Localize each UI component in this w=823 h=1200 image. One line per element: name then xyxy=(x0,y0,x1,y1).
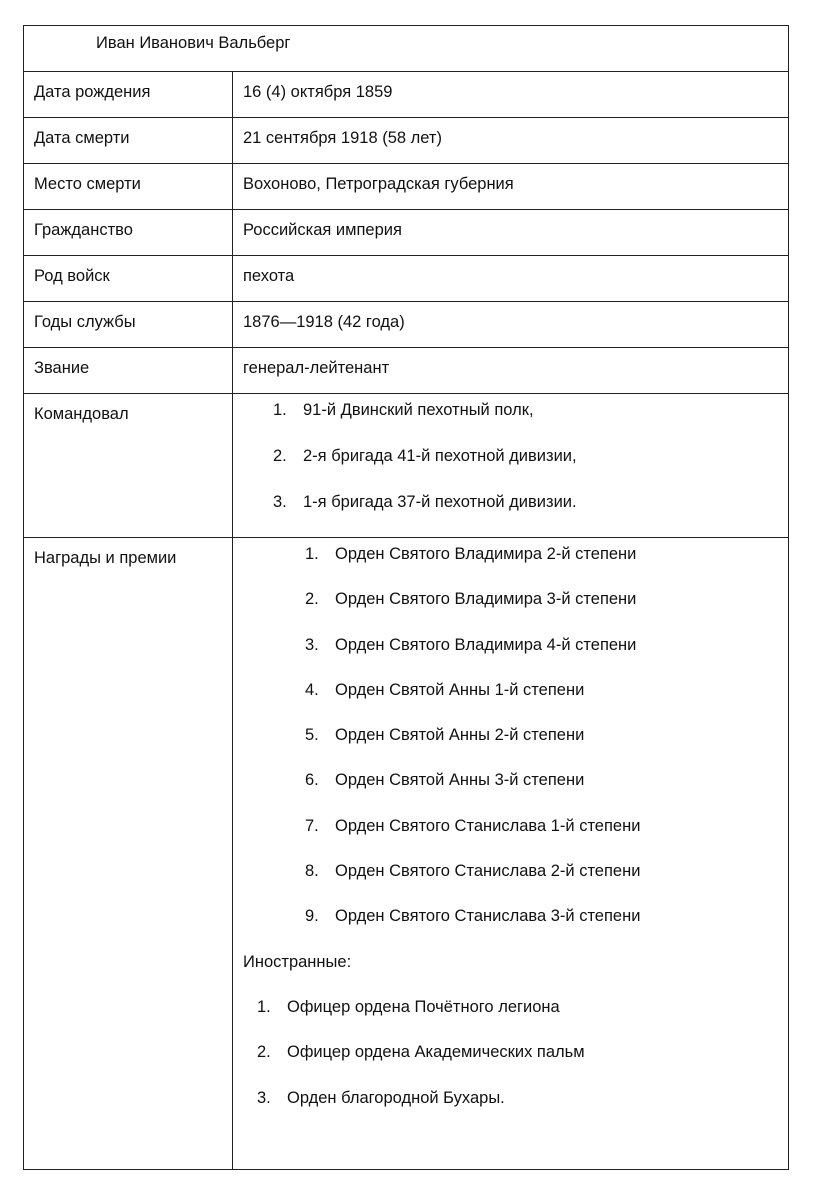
list-item xyxy=(257,996,788,1042)
list-item-number: 3. xyxy=(257,1088,271,1107)
list-item xyxy=(305,860,788,905)
table-row xyxy=(24,72,789,118)
row-value: 16 (4) октября 1859 xyxy=(243,83,393,101)
row-label: Дата рождения xyxy=(34,83,151,101)
row-value-cell xyxy=(233,302,789,348)
foreign-awards-heading: Иностранные: xyxy=(243,952,352,971)
list-item-text: Орден Святого Станислава 3-й степени xyxy=(335,907,641,926)
list-item-text: 2-я бригада 41-й пехотной дивизии, xyxy=(303,447,577,465)
row-label-cell xyxy=(24,256,233,302)
list-item-text: Орден Святой Анны 1-й степени xyxy=(335,680,585,699)
row-label-cell xyxy=(24,164,233,210)
commanded-list xyxy=(233,394,788,537)
list-item xyxy=(305,588,788,633)
list-item xyxy=(305,815,788,860)
row-label: Дата смерти xyxy=(34,129,130,147)
title-cell xyxy=(24,26,789,72)
biography-table xyxy=(23,25,789,1170)
row-label-cell xyxy=(24,72,233,118)
row-label-cell xyxy=(24,302,233,348)
awards-row xyxy=(24,538,789,1170)
list-item-text: Орден Святого Станислава 1-й степени xyxy=(335,816,641,835)
row-value: пехота xyxy=(243,267,295,285)
list-item-number: 1. xyxy=(257,997,271,1016)
list-item xyxy=(305,905,788,950)
row-label-cell xyxy=(24,210,233,256)
list-item xyxy=(257,1087,788,1133)
table-row xyxy=(24,348,789,394)
row-value: 1876—1918 (42 года) xyxy=(243,313,405,331)
list-item xyxy=(273,399,788,445)
row-value-cell xyxy=(233,348,789,394)
list-item xyxy=(305,543,788,588)
list-item-text: 91-й Двинский пехотный полк, xyxy=(303,401,534,419)
row-value-cell xyxy=(233,210,789,256)
list-item-text: Орден Святого Владимира 3-й степени xyxy=(335,590,637,609)
row-value-cell xyxy=(233,118,789,164)
list-item xyxy=(273,491,788,537)
table-row xyxy=(24,210,789,256)
list-item-number: 2. xyxy=(257,1043,271,1062)
row-value: 21 сентября 1918 (58 лет) xyxy=(243,129,442,147)
table-row xyxy=(24,164,789,210)
list-item xyxy=(305,634,788,679)
row-value-cell xyxy=(233,256,789,302)
awards-label: Награды и премии xyxy=(34,549,177,567)
commanded-cell xyxy=(233,394,789,538)
list-item-number: 1. xyxy=(273,401,287,419)
title-row xyxy=(24,26,789,72)
list-item-text: Офицер ордена Академических пальм xyxy=(287,1043,585,1062)
foreign-awards-list xyxy=(233,996,788,1133)
list-item xyxy=(257,1041,788,1087)
list-item-number: 2. xyxy=(273,447,287,465)
list-item-number: 3. xyxy=(273,493,287,511)
row-label-cell xyxy=(24,118,233,164)
person-name: Иван Иванович Вальберг xyxy=(96,34,291,52)
row-label: Место смерти xyxy=(34,175,141,193)
commanded-row xyxy=(24,394,789,538)
row-label: Род войск xyxy=(34,267,110,285)
list-item-number: 8. xyxy=(305,862,319,881)
list-item-number: 9. xyxy=(305,907,319,926)
row-value: генерал-лейтенант xyxy=(243,359,390,377)
list-item-number: 6. xyxy=(305,771,319,790)
table-row xyxy=(24,118,789,164)
list-item-text: Орден Святой Анны 3-й степени xyxy=(335,771,585,790)
row-label: Годы службы xyxy=(34,313,136,331)
row-label: Гражданство xyxy=(34,221,133,239)
list-item-number: 4. xyxy=(305,680,319,699)
row-label-cell xyxy=(24,538,233,1170)
table-row xyxy=(24,256,789,302)
row-label-cell xyxy=(24,348,233,394)
list-item-text: Орден Святого Станислава 2-й степени xyxy=(335,862,641,881)
list-item-number: 7. xyxy=(305,816,319,835)
awards-list xyxy=(233,538,788,951)
list-item xyxy=(305,769,788,814)
list-item-number: 5. xyxy=(305,726,319,745)
list-item-number: 1. xyxy=(305,545,319,563)
list-item-text: Орден Святого Владимира 2-й степени xyxy=(335,545,637,563)
table-row xyxy=(24,302,789,348)
list-item-text: Офицер ордена Почётного легиона xyxy=(287,997,560,1016)
commanded-label: Командовал xyxy=(34,405,129,423)
row-label: Звание xyxy=(34,359,90,377)
row-label-cell xyxy=(24,394,233,538)
list-item-number: 2. xyxy=(305,590,319,609)
list-item xyxy=(305,679,788,724)
row-value-cell xyxy=(233,72,789,118)
list-item-text: Орден благородной Бухары. xyxy=(287,1088,505,1107)
list-item xyxy=(305,724,788,769)
row-value-cell xyxy=(233,164,789,210)
list-item-text: 1-я бригада 37-й пехотной дивизии. xyxy=(303,493,577,511)
row-value: Вохоново, Петроградская губерния xyxy=(243,175,514,193)
awards-cell xyxy=(233,538,789,1170)
list-item xyxy=(273,445,788,491)
row-value: Российская империя xyxy=(243,221,402,239)
list-item-number: 3. xyxy=(305,635,319,654)
list-item-text: Орден Святой Анны 2-й степени xyxy=(335,726,585,745)
list-item-text: Орден Святого Владимира 4-й степени xyxy=(335,635,637,654)
